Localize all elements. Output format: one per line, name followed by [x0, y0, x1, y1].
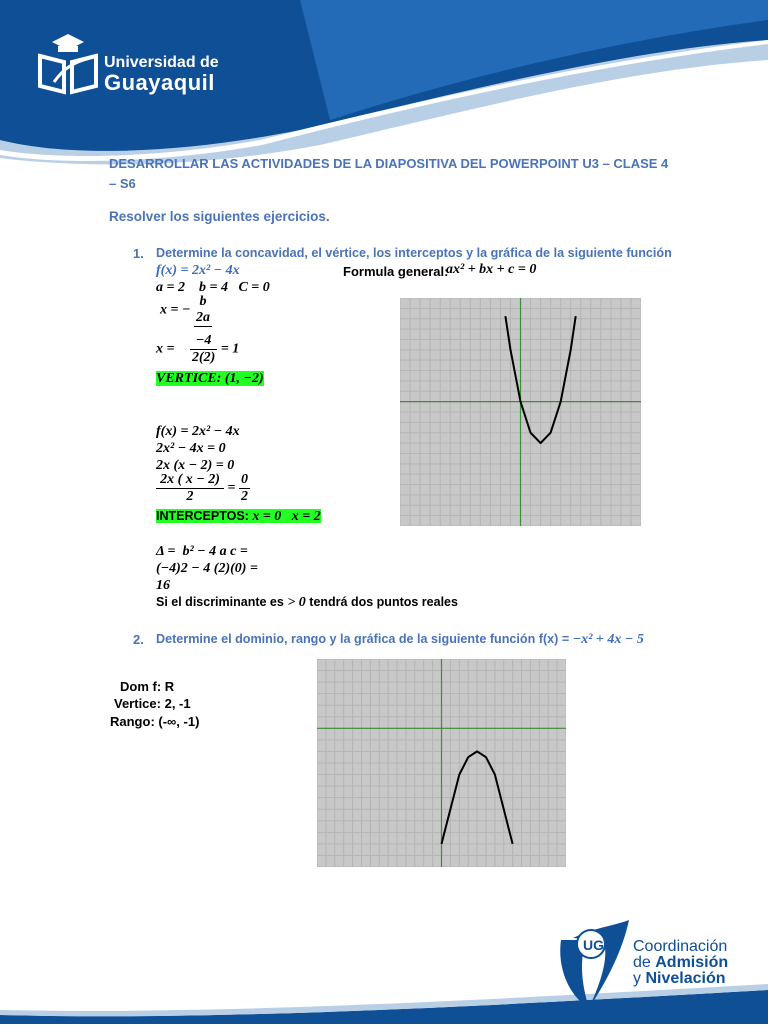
vertex-calc	[156, 333, 239, 366]
conclusion-post: tendrá dos puntos reales	[309, 595, 458, 609]
vertex-formula-prefix: x = −	[160, 302, 191, 318]
logo-line1: Universidad de	[104, 54, 219, 71]
ex2-prompt-text: Determine el dominio, rango y la gráfica de la siguiente función f(x) =	[156, 632, 570, 646]
vertex-result	[156, 371, 264, 387]
footer-line3-pre: y	[633, 970, 646, 987]
graph-2	[317, 659, 566, 867]
vertex-formula	[160, 294, 212, 327]
footer-line3-bold: Nivelación	[645, 970, 726, 987]
conclusion-pre: Si el discriminante es	[156, 595, 284, 609]
ex2-prompt	[156, 632, 644, 648]
step-divide-den: 2	[186, 489, 194, 504]
step-divide-eq: =	[227, 480, 236, 496]
intercepts-label: INTERCEPTOS:	[156, 509, 249, 523]
vertex-calc-prefix: x =	[156, 341, 175, 357]
graph-1	[400, 298, 641, 526]
step-divide-right	[239, 472, 250, 505]
vertex-result-highlight: VERTICE: (1, −2)	[156, 371, 264, 386]
footer-line2-bold: Admisión	[655, 954, 729, 971]
ex2-number: 2.	[133, 632, 144, 647]
discriminant-calc: (−4)2 − 4 (2)(0) =	[156, 561, 258, 576]
ex2-domain: Dom f: R	[120, 679, 175, 694]
step-divide-rnum: 0	[240, 472, 248, 487]
graph-1-plot	[400, 298, 641, 526]
ug-emblem-icon	[553, 918, 633, 1010]
step-function: f(x) = 2x² − 4x	[156, 424, 240, 439]
step-divide-rden: 2	[240, 489, 248, 504]
admission-logo	[553, 918, 753, 1010]
discriminant-conclusion	[156, 595, 458, 611]
intercepts	[156, 509, 321, 525]
logo-line2: Guayaquil	[104, 70, 215, 95]
vertex-formula-den: 2a	[195, 310, 210, 325]
step-divide-left	[156, 472, 224, 505]
general-formula-expr: ax² + bx + c = 0	[446, 262, 537, 277]
vertex-calc-result: = 1	[220, 341, 240, 357]
footer-line3	[633, 970, 725, 988]
page-title-line2: – S6	[109, 176, 136, 191]
vertex-formula-fraction	[194, 294, 212, 327]
discriminant-result: 16	[156, 578, 170, 593]
graph-2-plot	[317, 659, 566, 867]
ex2-range: Rango: (-∞, -1)	[110, 714, 200, 729]
footer-line1: Coordinación	[633, 938, 728, 955]
ex1-number: 1.	[133, 246, 144, 261]
book-emblem-icon	[34, 32, 100, 98]
intercepts-values: x = 0 x = 2	[252, 509, 321, 524]
general-formula-label: Formula general:	[343, 264, 449, 279]
discriminant: Δ = b² − 4 a c =	[156, 544, 248, 559]
vertex-formula-num: b	[199, 294, 207, 309]
vertex-calc-fraction	[190, 333, 217, 366]
intercepts-highlight	[156, 509, 321, 523]
footer-line2-pre: de	[633, 954, 656, 971]
subtitle: Resolver los siguientes ejercicios.	[109, 209, 330, 224]
coefficients: a = 2 b = 4 C = 0	[156, 280, 270, 295]
step-equation: 2x² − 4x = 0	[156, 441, 226, 456]
page-title: DESARROLLAR LAS ACTIVIDADES DE LA DIAPOSITIVA DEL POWERPOINT U3 – CLASE 4	[109, 156, 669, 171]
ex1-prompt: Determine la concavidad, el vértice, los interceptos y la gráfica de la siguiente función	[156, 246, 672, 260]
conclusion-symbol: > 0	[287, 595, 306, 610]
step-factored: 2x (x − 2) = 0	[156, 458, 235, 473]
vertex-calc-den: 2(2)	[191, 350, 216, 365]
vertex-calc-num: −4	[190, 333, 217, 350]
svg-text:UG: UG	[583, 937, 604, 953]
ex2-vertex: Vertice: 2, -1	[114, 696, 191, 711]
ex1-function: f(x) = 2x² − 4x	[156, 263, 240, 278]
ex2-function: −x² + 4x − 5	[572, 632, 644, 647]
step-divide-num: 2x ( x − 2)	[156, 472, 224, 489]
university-logo	[34, 32, 224, 98]
step-divide	[156, 472, 250, 505]
